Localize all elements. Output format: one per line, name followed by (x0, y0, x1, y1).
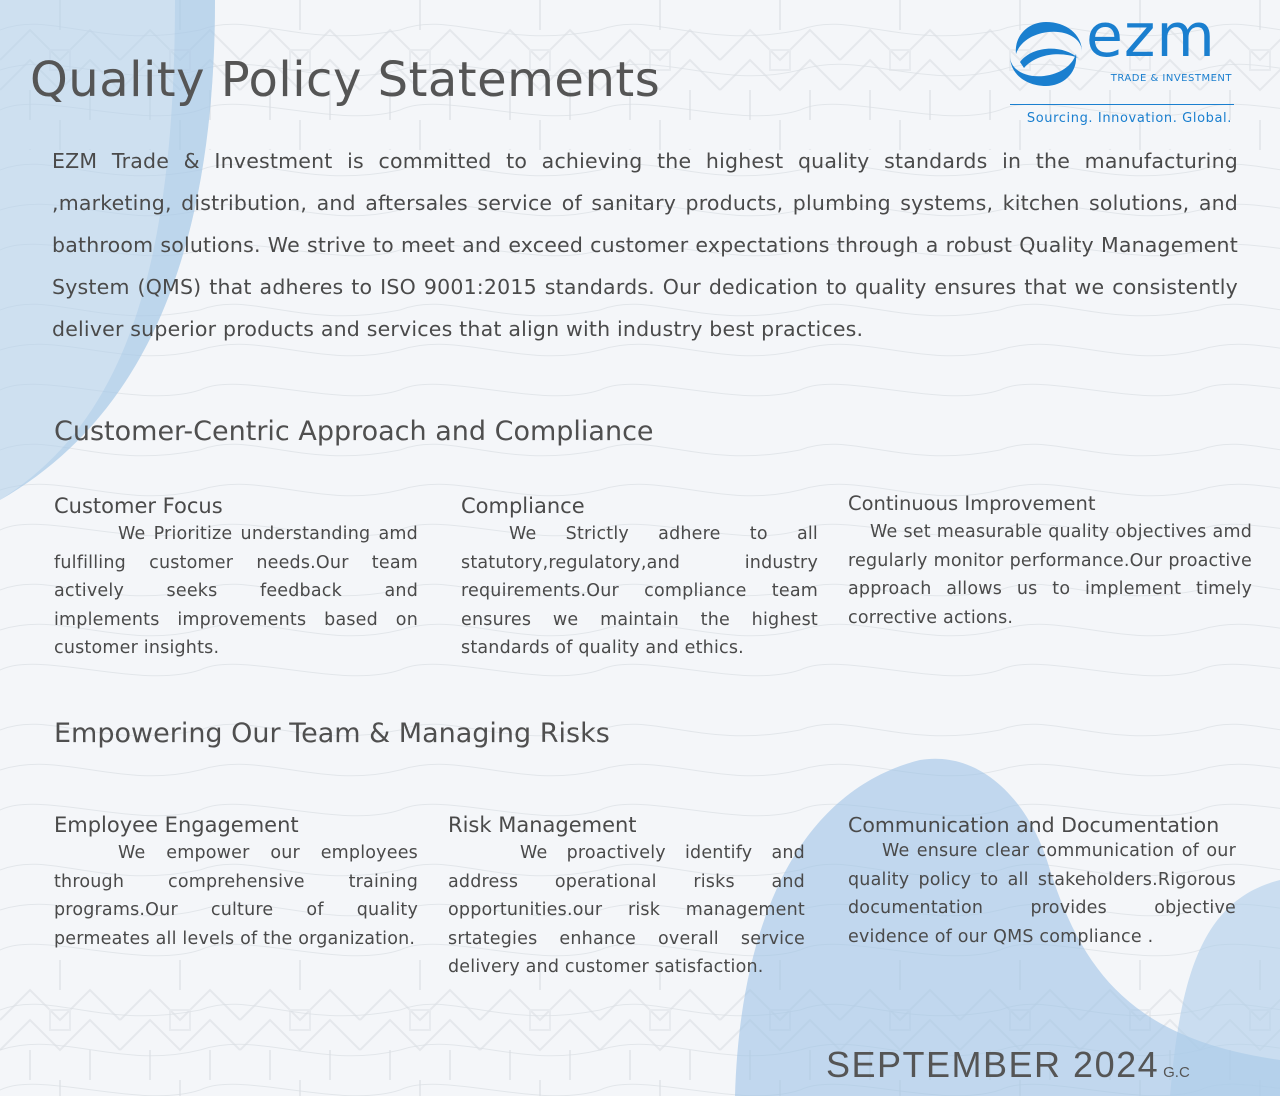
section-title-customer-centric: Customer-Centric Approach and Compliance (54, 416, 654, 447)
card-title: Employee Engagement (54, 813, 299, 837)
logo-tagline: Sourcing. Innovation. Global. (1026, 111, 1232, 126)
logo-subtitle: TRADE & INVESTMENT (1110, 73, 1232, 84)
card-text: We Prioritize understanding amd fulfilling customer needs.Our team actively seeks feedback and implements improvements based on customer insights. (54, 524, 418, 659)
card-text: We Strictly adhere to all statutory,regulatory,and industry requirements.Our compliance team ensures we maintain the highest standards of quality and ethics. (461, 524, 818, 659)
company-logo (1008, 1, 1234, 130)
card-title: Customer Focus (54, 494, 223, 518)
footer-date-text: SEPTEMBER 2024 (826, 1044, 1160, 1085)
card-text: We proactively identify and address operational risks and opportunities.our risk management srtategies enhance overall service delivery and customer satisfaction. (448, 843, 805, 978)
footer-date-suffix: G.C (1163, 1064, 1190, 1081)
section-title-empowering-team: Empowering Our Team & Managing Risks (54, 718, 610, 749)
intro-paragraph: EZM Trade & Investment is committed to achieving the highest quality standards in the manufacturing ,marketing, distribution, and aftersales service of sanitary products, plumbing systems, kitchen solutions, and bathroom solutions. We strive to meet and exceed customer expectations through a robust Quality Management System (QMS) that adheres to ISO 9001:2015 standards. Our dedication to quality ensures that we consistently deliver superior products and services that align with industry best practices. (52, 149, 1238, 341)
card-continuous-improvement (848, 490, 1252, 632)
card-title: Continuous Improvement (848, 492, 1096, 515)
logo-divider (1010, 104, 1234, 105)
card-employee-engagement (54, 811, 418, 953)
card-communication-documentation (848, 811, 1236, 951)
card-customer-focus (54, 492, 418, 663)
footer-date (826, 1044, 1190, 1086)
card-risk-management (448, 811, 805, 982)
card-title: Compliance (461, 494, 585, 518)
card-compliance (461, 492, 818, 663)
card-text: We ensure clear communication of our quality policy to all stakeholders.Rigorous documentation provides objective evidence of our QMS compliance . (848, 841, 1236, 947)
logo-wordmark: ezm (1086, 1, 1216, 71)
card-text: We empower our employees through comprehensive training programs.Our culture of quality permeates all levels of the organization. (54, 843, 418, 949)
card-title: Communication and Documentation (848, 813, 1220, 837)
ezm-swirl-logo-icon (1008, 18, 1084, 90)
card-title: Risk Management (448, 813, 637, 837)
page-title: Quality Policy Statements (30, 52, 661, 108)
card-text: We set measurable quality objectives amd regularly monitor performance.Our proactive approach allows us to implement timely corrective actions. (848, 522, 1252, 628)
